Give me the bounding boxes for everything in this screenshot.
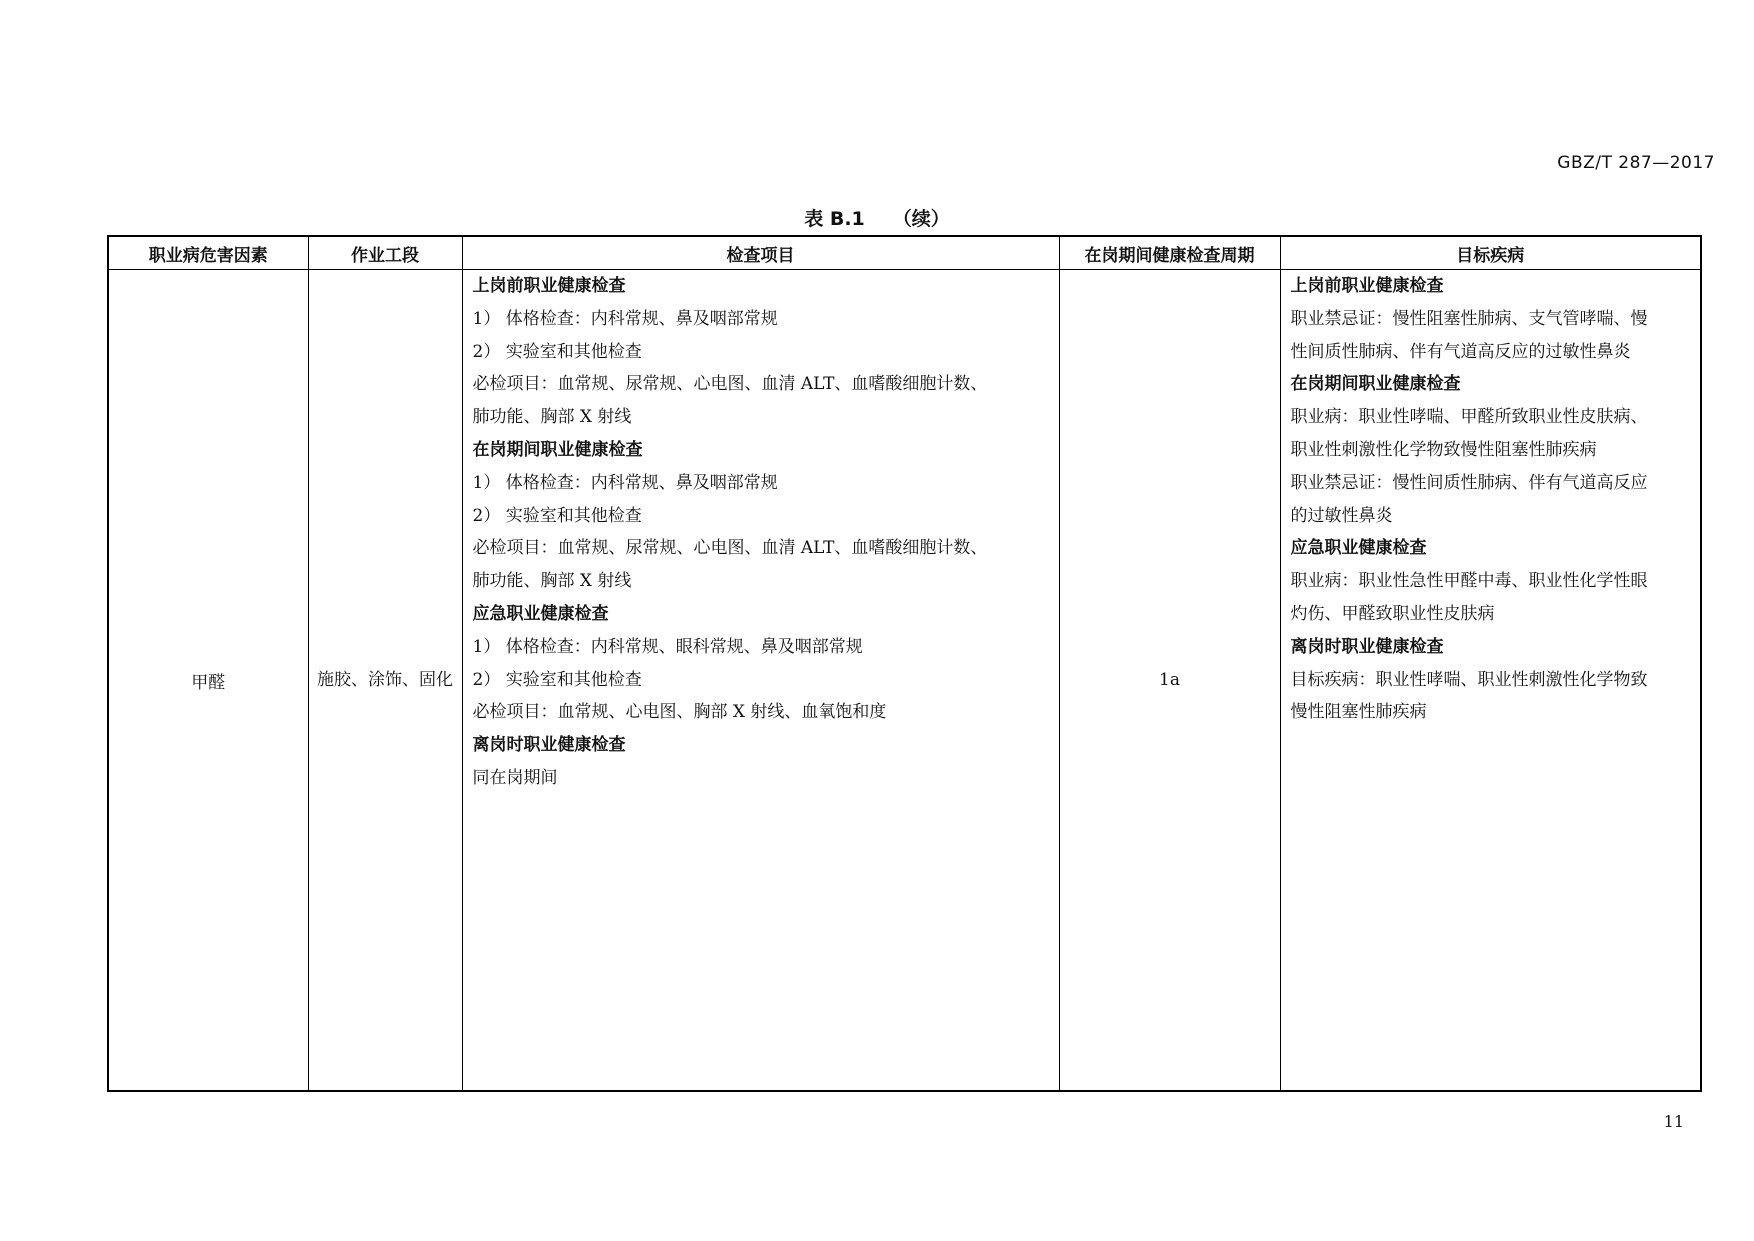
target-diseases-cell [1280, 270, 1701, 1092]
exam-item-line: 2） 实验室和其他检查 [472, 341, 642, 362]
table-caption [0, 204, 1754, 231]
target-section-heading: 上岗前职业健康检查 [1290, 276, 1444, 296]
target-disease-line: 职业病：职业性哮喘、甲醛所致职业性皮肤病、 [1290, 407, 1648, 428]
exam-section-heading: 离岗时职业健康检查 [472, 735, 626, 756]
exam-item-line: 1） 体格检查：内科常规、鼻及咽部常规 [472, 308, 778, 329]
exam-item-line: 2） 实验室和其他检查 [472, 669, 642, 690]
target-disease-line: 慢性阻塞性肺疾病 [1290, 702, 1427, 723]
hazard-cell [108, 270, 308, 1092]
target-section-heading: 离岗时职业健康检查 [1290, 636, 1444, 657]
exam-item-line: 必检项目：血常规、心电图、胸部 X 射线、血氧饱和度 [472, 702, 887, 723]
target-disease-line: 职业病：职业性急性甲醛中毒、职业性化学性眼 [1290, 571, 1648, 592]
target-section-heading: 应急职业健康检查 [1290, 538, 1427, 559]
table-header-row [108, 236, 1701, 270]
target-disease-line: 灼伤、甲醛致职业性皮肤病 [1290, 603, 1495, 624]
exam-item-line: 肺功能、胸部 X 射线 [472, 571, 632, 592]
target-disease-line: 职业禁忌证：慢性间质性肺病、伴有气道高反应 [1290, 472, 1648, 493]
column-header-period: 在岗期间健康检查周期 [1059, 236, 1280, 270]
exam-items-cell [462, 270, 1059, 1092]
target-section-heading: 在岗期间职业健康检查 [1290, 374, 1461, 395]
column-header-hazard: 职业病危害因素 [108, 236, 308, 270]
exam-item-line: 必检项目：血常规、尿常规、心电图、血清 ALT、血嗜酸细胞计数、 [472, 374, 988, 395]
process-cell [308, 270, 462, 1092]
exam-item-line: 1） 体格检查：内科常规、鼻及咽部常规 [472, 472, 778, 493]
target-disease-line: 职业禁忌证：慢性阻塞性肺病、支气管哮喘、慢 [1290, 308, 1648, 329]
period-value: 1a [1159, 670, 1180, 690]
exam-section-heading: 上岗前职业健康检查 [472, 276, 626, 296]
hazard-value: 甲醛 [191, 672, 226, 693]
standard-code: GBZ/T 287—2017 [1557, 153, 1715, 173]
target-disease-line: 目标疾病：职业性哮喘、职业性刺激性化学物致 [1290, 669, 1648, 690]
exam-item-line: 同在岗期间 [472, 767, 558, 788]
exam-item-line: 肺功能、胸部 X 射线 [472, 407, 632, 428]
exam-item-line: 必检项目：血常规、尿常规、心电图、血清 ALT、血嗜酸细胞计数、 [472, 538, 988, 559]
target-disease-line: 职业性刺激性化学物致慢性阻塞性肺疾病 [1290, 439, 1597, 460]
exam-item-line: 1） 体格检查：内科常规、眼科常规、鼻及咽部常规 [472, 636, 863, 657]
period-cell [1059, 270, 1280, 1092]
exam-section-heading: 在岗期间职业健康检查 [472, 439, 643, 460]
exam-item-line: 2） 实验室和其他检查 [472, 505, 642, 526]
health-check-table [107, 235, 1702, 1092]
column-header-exam-items: 检查项目 [462, 236, 1059, 270]
target-disease-line: 的过敏性鼻炎 [1290, 505, 1393, 526]
column-header-process: 作业工段 [308, 236, 462, 270]
process-value: 施胶、涂饰、固化 [317, 669, 453, 690]
page-number: 11 [1663, 1112, 1684, 1131]
column-header-target-diseases: 目标疾病 [1280, 236, 1701, 270]
exam-section-heading: 应急职业健康检查 [472, 603, 609, 624]
table-row [108, 270, 1701, 1092]
table-continued-label: （续） [892, 208, 950, 230]
table-number: 表 B.1 [804, 208, 865, 230]
target-disease-line: 性间质性肺病、伴有气道高反应的过敏性鼻炎 [1290, 341, 1631, 362]
